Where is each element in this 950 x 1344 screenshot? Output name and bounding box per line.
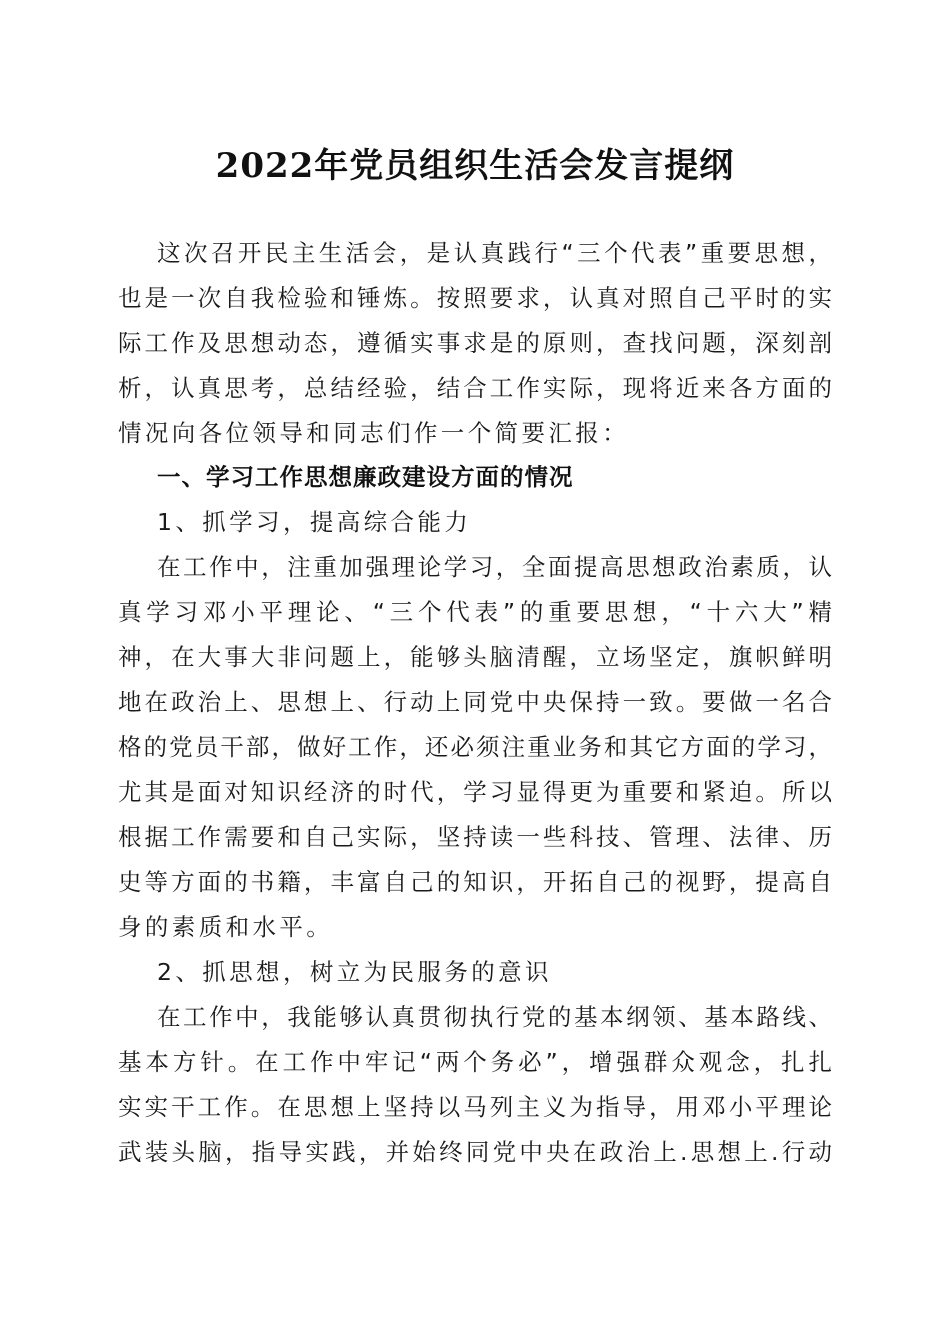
text-line: 也是一次自我检验和锤炼。按照要求，认真对照自己平时的实: [118, 284, 832, 312]
text-line: 身的素质和水平。: [118, 913, 334, 941]
text-line: 情况向各位领导和同志们作一个简要汇报：: [118, 419, 630, 447]
text-line: 尤其是面对知识经济的时代，学习显得更为重要和紧迫。所以: [118, 778, 832, 806]
text-line: 史等方面的书籍，丰富自己的知识，开拓自己的视野，提高自: [118, 868, 832, 896]
text-line: 基本方针。在工作中牢记“两个务必”，增强群众观念，扎扎: [118, 1048, 832, 1076]
text-line: 际工作及思想动态，遵循实事求是的原则，查找问题，深刻剖: [118, 329, 832, 357]
text-line: 神，在大事大非问题上，能够头脑清醒，立场坚定，旗帜鲜明: [118, 643, 832, 671]
text-line: 格的党员干部，做好工作，还必须注重业务和其它方面的学习，: [118, 733, 832, 761]
section-heading: 一、学习工作思想廉政建设方面的情况: [157, 463, 574, 491]
text-line: 在工作中，注重加强理论学习，全面提高思想政治素质，认: [157, 553, 832, 581]
text-line: 实实干工作。在思想上坚持以马列主义为指导，用邓小平理论: [118, 1093, 832, 1121]
text-line: 武装头脑，指导实践，并始终同党中央在政治上.思想上.行动: [118, 1138, 832, 1166]
text-line: 2、抓思想，树立为民服务的意识: [157, 958, 552, 986]
text-line: 真学习邓小平理论、“三个代表”的重要思想，“十六大”精: [118, 598, 832, 626]
text-line: 在工作中，我能够认真贯彻执行党的基本纲领、基本路线、: [157, 1003, 832, 1031]
text-line: 1、抓学习，提高综合能力: [157, 508, 472, 536]
document-title: 2022年党员组织生活会发言提纲: [215, 146, 735, 186]
text-line: 这次召开民主生活会，是认真践行“三个代表”重要思想，: [157, 239, 832, 267]
text-line: 地在政治上、思想上、行动上同党中央保持一致。要做一名合: [118, 688, 832, 716]
text-line: 析，认真思考，总结经验，结合工作实际，现将近来各方面的: [118, 374, 832, 402]
text-line: 根据工作需要和自己实际，坚持读一些科技、管理、法律、历: [118, 823, 832, 851]
